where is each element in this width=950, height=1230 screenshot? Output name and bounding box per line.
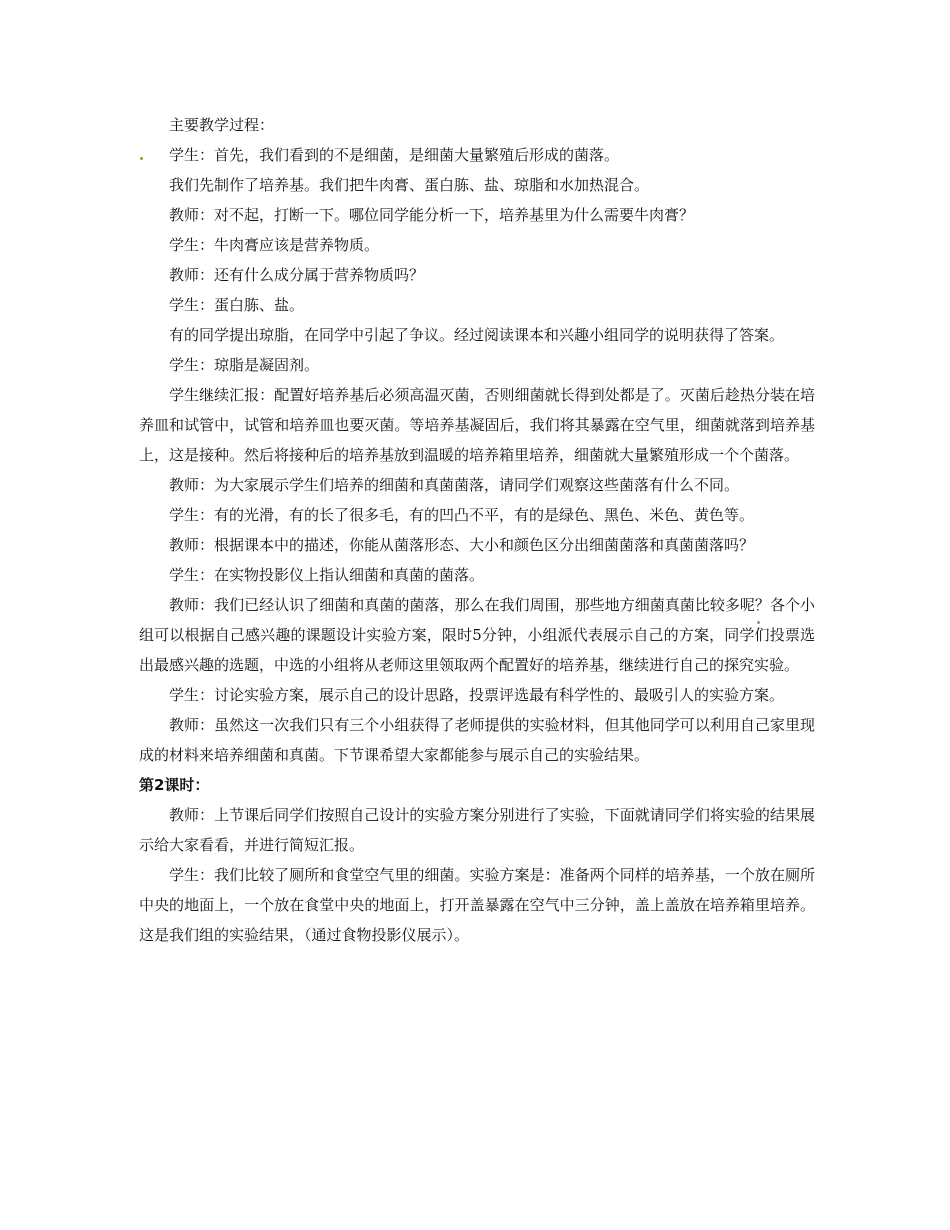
paragraph: 学生继续汇报：配置好培养基后必须高温灭菌，否则细菌就长得到处都是了。灭菌后趁热分装在培养皿和试管中，试管和培养皿也要灭菌。等培养基凝固后，我们将其暴露在空气里，细菌就落到培养基上，这是接种。然后将接种后的培养基放到温暖的培养箱里培养，细菌就大量繁殖形成一个个菌落。: [139, 386, 815, 464]
section-heading: 第2课时：: [139, 776, 210, 794]
paragraph: 学生：有的光滑，有的长了很多毛，有的凹凸不平，有的是绿色、黑色、米色、黄色等。: [169, 506, 755, 524]
paragraph: 教师：虽然这一次我们只有三个小组获得了老师提供的实验材料，但其他同学可以利用自己家里现成的材料来培养细菌和真菌。下节课希望大家都能参与展示自己的实验结果。: [139, 716, 815, 764]
paragraph: 教师：上节课后同学们按照自己设计的实验方案分别进行了实验，下面就请同学们将实验的结果展示给大家看看，并进行简短汇报。: [139, 806, 815, 854]
paragraph: 教师：对不起，打断一下。哪位同学能分析一下，培养基里为什么需要牛肉膏？: [169, 206, 695, 224]
paragraph: 我们先制作了培养基。我们把牛肉膏、蛋白胨、盐、琼脂和水加热混合。: [169, 176, 650, 194]
paragraph: 学生：蛋白胨、盐。: [169, 296, 305, 314]
paragraph: 学生：琼脂是凝固剂。: [169, 356, 320, 374]
paragraph: 教师：还有什么成分属于营养物质吗？: [169, 266, 425, 284]
paragraph: 有的同学提出琼脂，在同学中引起了争议。经过阅读课本和兴趣小组同学的说明获得了答案。: [169, 326, 785, 344]
document-body: [139, 110, 815, 950]
paragraph: 学生：在实物投影仪上指认细菌和真菌的菌落。: [169, 566, 485, 584]
paragraph: 教师：根据课本中的描述，你能从菌落形态、大小和颜色区分出细菌菌落和真菌菌落吗？: [169, 536, 755, 554]
paragraph: 主要教学过程：: [169, 116, 275, 134]
paragraph: 学生：讨论实验方案，展示自己的设计思路，投票评选最有科学性的、最吸引人的实验方案。: [169, 686, 785, 704]
paragraph: 学生：首先，我们看到的不是细菌，是细菌大量繁殖后形成的菌落。: [169, 146, 620, 164]
paragraph: 学生：我们比较了厕所和食堂空气里的细菌。实验方案是：准备两个同样的培养基，一个放在厕所中央的地面上，一个放在食堂中央的地面上，打开盖暴露在空气中三分钟，盖上盖放在培养箱里培养。这是我们组的实验结果，（通过食物投影仪展示）。: [139, 866, 815, 944]
paragraph: 学生：牛肉膏应该是营养物质。: [169, 236, 380, 254]
paragraph: 教师：我们已经认识了细菌和真菌的菌落，那么在我们周围，那些地方细菌真菌比较多呢？各个小组可以根据自己感兴趣的课题设计实验方案，限时5分钟，小组派代表展示自己的方案，同学们投票选出最感兴趣的选题，中选的小组将从老师这里领取两个配置好的培养基，继续进行自己的探究实验。: [139, 596, 815, 674]
paragraph: 教师：为大家展示学生们培养的细菌和真菌菌落，请同学们观察这些菌落有什么不同。: [169, 476, 740, 494]
